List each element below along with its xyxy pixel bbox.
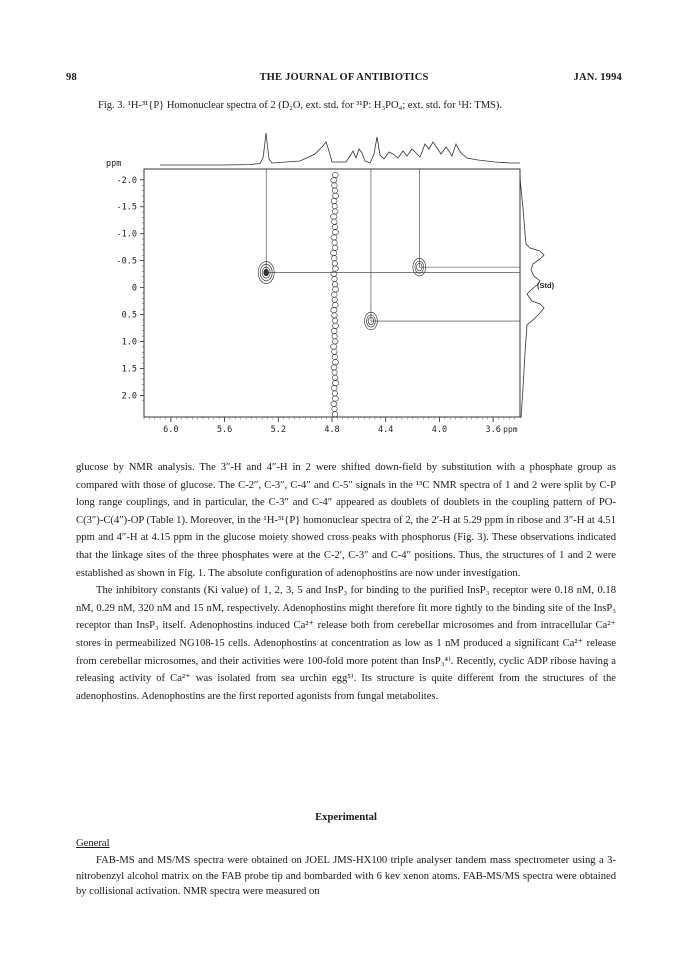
discussion-text <box>76 459 616 705</box>
y-tick-label: 2.0 <box>121 391 137 402</box>
solvent-streak-contour <box>332 209 338 214</box>
solvent-streak-contour <box>330 250 336 255</box>
solvent-streak-contour <box>332 193 338 198</box>
solvent-streak-contour <box>332 230 338 235</box>
solvent-streak-contour <box>331 198 337 203</box>
solvent-streak-contour <box>332 349 338 354</box>
solvent-streak-contour <box>332 396 338 401</box>
solvent-streak-contour <box>331 178 337 183</box>
std-annotation: (Std) <box>537 281 555 290</box>
y-tick-label: 0.5 <box>121 310 137 321</box>
solvent-streak-contour <box>332 339 338 344</box>
y-axis-unit-label: ppm <box>106 159 122 169</box>
x-tick-label: 4.8 <box>324 425 340 435</box>
solvent-streak-contour <box>331 271 337 276</box>
solvent-streak-contour <box>332 375 338 380</box>
solvent-streak-contour <box>331 256 337 261</box>
y-tick-label: -1.0 <box>116 229 137 240</box>
x-tick-label: 5.2 <box>270 425 286 435</box>
solvent-streak-contour <box>331 386 337 391</box>
solvent-streak-contour <box>332 287 338 292</box>
solvent-streak-contour <box>332 282 338 287</box>
paragraph-1: glucose by NMR analysis. The 3″-H and 4″-H in 2 were shifted down-field by substitution with a phosphate group as compared with those of glucose. The C-2″, C-3″, C-4″ and C-5″ signals in the ¹³C NMR spectra of 1 and 2 were split by C-P long range couplings, and in particular, the C-3″ and C-4″ appeared as doublets of doublets in the coupling pattern of PO-C(3″)-C(4″)-OP (Table 1). Moreover, in the ¹H-³¹{P} homonuclear spectra of 2, the 2′-H at 5.29 ppm in ribose and 3″-H at 4.51 ppm and 4″-H at 4.15 ppm in the glucose moiety showed cross peaks with phosphorus (Fig. 3). These observations indicated that the linkage sites of the three phosphates were at the C-2′, C-3″ and C-4″ positions. Thus, the structures of 1 and 2 were established as shown in Fig. 1. The absolute configuration of adenophostins are now under investigation. <box>76 462 616 579</box>
top-projection-trace <box>160 133 520 165</box>
solvent-streak-contour <box>332 276 337 281</box>
solvent-streak-contour <box>332 313 338 318</box>
nmr-figure <box>100 118 576 450</box>
solvent-streak-contour <box>332 204 337 209</box>
right-projection-trace <box>520 178 544 418</box>
solvent-streak-contour <box>332 188 338 193</box>
solvent-streak-contour <box>331 328 337 333</box>
solvent-streak-contour <box>331 308 337 313</box>
nmr-spectrum <box>100 118 576 450</box>
section-heading-experimental: Experimental <box>315 812 377 823</box>
issue-date: JAN. 1994 <box>573 72 622 83</box>
solvent-streak-contour <box>331 401 337 406</box>
x-axis-unit-label: ppm <box>503 425 518 434</box>
solvent-streak-contour <box>332 266 338 271</box>
y-tick-label: -2.0 <box>116 175 137 186</box>
solvent-streak-contour <box>332 183 338 188</box>
solvent-streak-contour <box>332 297 337 302</box>
experimental-paragraph: FAB-MS and MS/MS spectra were obtained on JOEL JMS-HX100 triple analyser tandem mass spectrometer using a 3-nitrobenzyl alcohol matrix on the FAB probe tip and bombarded with 6 kev xenon atoms. FAB-MS/MS spectra were obtained by collisional activation. NMR spectra were measured on <box>76 855 616 898</box>
journal-title: THE JOURNAL OF ANTIBIOTICS <box>259 72 429 83</box>
solvent-streak-contour <box>331 214 337 219</box>
y-tick-label: 1.0 <box>121 337 137 348</box>
solvent-streak-contour <box>332 370 337 375</box>
solvent-streak-contour <box>332 261 337 266</box>
page-number: 98 <box>66 72 77 83</box>
x-tick-label: 3.6 <box>485 425 501 435</box>
cross-peak-contour <box>264 269 269 276</box>
x-tick-label: 4.0 <box>431 425 448 435</box>
solvent-streak-contour <box>332 334 337 339</box>
solvent-streak-contour <box>332 354 337 359</box>
y-tick-label: -0.5 <box>116 256 137 267</box>
solvent-streak-contour <box>332 412 338 417</box>
solvent-streak-contour <box>332 302 338 307</box>
solvent-streak-contour <box>332 219 338 224</box>
paragraph-2: The inhibitory constants (Ki value) of 1, 2, 3, 5 and InsP₃ for binding to the purified InsP₃ receptor were 0.18 nM, 0.18 nM, 0.29 nM, 320 nM and 15 nM, respectively. Adenophostins might therefore fit more tightly to the binding site of the InsP₃ receptor than InsP₃ itself. Adenophostins induced Ca²⁺ release both from cerebellar microsomes and from intracellular Ca²⁺ stores in permeabilized NG108-15 cells. Adenophostins at concentration as low as 1 nM produced a significant Ca²⁺ release from cerebellar microsomes, and their activities were 100-fold more potent than InsP₃⁴⁾. Recently, cyclic ADP ribose having a releasing activity of Ca²⁺ was isolated from sea urchin egg⁵⁾. Its structure is quite different from the structures of the adenophostins. Adenophostins are the first reported agonists from fungal metabolites. <box>76 585 616 702</box>
solvent-streak-contour <box>332 245 338 250</box>
solvent-streak-contour <box>331 292 337 297</box>
y-tick-label: 1.5 <box>121 364 137 375</box>
solvent-streak-contour <box>332 240 337 245</box>
solvent-streak-contour <box>332 391 337 396</box>
solvent-streak-contour <box>332 172 338 177</box>
solvent-streak-contour <box>332 360 338 365</box>
solvent-streak-contour <box>331 344 337 349</box>
solvent-streak-contour <box>332 406 337 411</box>
x-tick-label: 4.4 <box>378 425 394 435</box>
solvent-streak-contour <box>331 235 337 240</box>
solvent-streak-contour <box>332 323 338 328</box>
solvent-streak-contour <box>332 224 337 229</box>
solvent-streak-contour <box>331 365 337 370</box>
experimental-text <box>76 853 616 900</box>
y-tick-label: -1.5 <box>116 202 137 213</box>
solvent-streak-contour <box>332 380 338 385</box>
x-tick-label: 5.6 <box>216 425 233 435</box>
x-tick-label: 6.0 <box>163 425 179 435</box>
solvent-streak-contour <box>332 318 338 323</box>
figure-caption: Fig. 3. ¹H-³¹{P} Homonuclear spectra of 2 (D₂O, ext. std. for ³¹P: H₃PO₄; ext. std. for ¹H: TMS). <box>98 100 503 111</box>
running-head <box>66 72 622 86</box>
subsection-heading-general: General <box>76 838 110 849</box>
y-tick-label: 0 <box>131 283 137 294</box>
